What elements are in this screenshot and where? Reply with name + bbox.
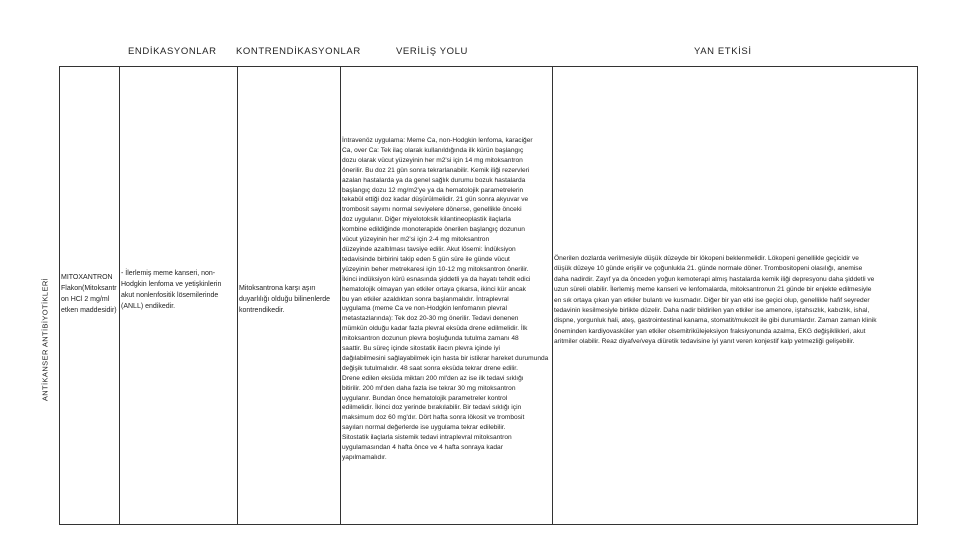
table-right-border <box>917 66 918 525</box>
administration-line: mümkün olduğu kadar fazla plevral eksüda drene edilmelidir. İlk <box>342 325 528 333</box>
column-divider-side-effects <box>552 66 553 525</box>
column-divider-indications <box>119 66 120 525</box>
administration-line: dağılabilmesini sağlayabilmek için hasta bir istikrar hareket durumunda <box>342 354 549 362</box>
administration-line: tekabül ettiği doz kadar düşürülmelidir. 21 gün sonra akyuvar ve <box>342 196 529 204</box>
contraindications-line: Mitoksantrona karşı aşırı <box>239 285 316 292</box>
indications-line: (ANLL) endikedir. <box>121 303 176 311</box>
administration-line: uygulamasından 4 hafta önce ve 4 hafta sonraya kadar <box>342 444 503 452</box>
administration-line: saattir. Bu süreç içinde sitostatik ilacın plevra içinde iyi <box>342 345 500 353</box>
side-effects-line: aritmiler olabilir. Reaz diyafve/veya diüretik tedavisine iyi yanıt veren konjestif kalp yetmezliği gelişebilir. <box>554 338 855 346</box>
table-left-border <box>59 66 60 525</box>
side-effects-line: tedavinin kesilmesiyle birlikte düzelir. Daha nadir bildirilen yan etkiler ise amenore, iştahsızlık, kabızlık, ishal, <box>554 307 870 315</box>
table-bottom-border <box>59 524 918 525</box>
administration-line: Sitostatik ilaçlarla sistemik tedavi intraplevral mitoksantron <box>342 434 512 442</box>
administration-line: azalan hastalarda ya da genel sağlık durumu bozuk hastalarda <box>342 176 526 184</box>
drug-line: on HCl 2 mg/ml <box>61 296 110 304</box>
administration-line: Drene edilen eksüda miktarı 200 ml'den az ise ilk tedavi sıklığı <box>342 374 524 382</box>
administration-line: önerilir. Bu doz 21 gün sonra tekrarlanabilir. Kemik iliği rezervleri <box>342 166 530 174</box>
administration-line: maksimum doz 60 mg'dır. Dört hafta sonra lökosit ve trombosit <box>342 414 525 422</box>
administration-line: dozu olarak vücut yüzeyinin her m2'si için 14 mg mitoksantron <box>342 156 523 164</box>
administration-line: düzeyinde azaltılması tavsiye edilir. Akut lösemi: İndüksiyon <box>342 245 516 253</box>
administration-line: İntravenöz uygulama: Meme Ca, non-Hodgkin lenfoma, karaciğer <box>342 137 533 144</box>
administration-line: sayıları normal değerlerde ise uygulama tekrar edilebilir. <box>342 424 506 432</box>
column-divider-contraindications <box>237 66 238 525</box>
administration-line: edilmelidir. İkinci doz yerinde bırakılabilir. Bir tedavi sıklığı için <box>342 404 522 412</box>
drug-line: MITOXANTRON <box>61 274 113 281</box>
administration-line: doz uygulanır. Diğer miyelotoksik kilantineoplastik ilaçlarla <box>342 216 511 224</box>
administration-line: bu yan etkiler azaldıktan sonra başlanmalıdır. İntraplevral <box>342 295 509 303</box>
administration-line: Ca, over Ca: Tek ilaç olarak kullanıldığında ilk kürün başlangıç <box>342 146 524 154</box>
administration-line: bitirilir. 200 ml'den daha fazla ise tekrar 30 mg mitoksantron <box>342 384 516 392</box>
header-indications: ENDİKASYONLAR <box>128 46 217 57</box>
drug-cell <box>61 272 117 316</box>
indications-line: Hodgkin lenfoma ve yetişkinlerin <box>121 281 222 289</box>
table-top-border <box>59 66 918 67</box>
contraindications-cell <box>239 283 330 316</box>
administration-line: başlangıç dozu 12 mg/m2'ye ya da hematolojik parametrelerin <box>342 186 524 194</box>
header-side-effects: YAN ETKİSİ <box>694 46 752 57</box>
contraindications-line: kontrendikedir. <box>239 307 285 315</box>
side-effects-line: Önerilen dozlarda verilmesiyle düşük düzeyde bir lökopeni beklenmelidir. Lökopeni genellikle geçicidir ve <box>554 255 859 262</box>
drug-line: Flakon(Mitoksantr <box>61 285 117 293</box>
administration-line: hematolojik olmayan yan etkiler ortaya çıkarsa, ikinci kür ancak <box>342 285 526 293</box>
indications-line: - İlerlemiş meme kanseri, non- <box>121 270 216 277</box>
administration-line: değişik tutulmalıdır. 48 saat sonra eksüda tekrar drene edilir. <box>342 364 518 372</box>
column-divider-administration <box>340 66 341 525</box>
indications-cell <box>121 268 221 312</box>
administration-line: tedavisinde birbirini takip eden 5 gün süre ile günde vücut <box>342 255 510 263</box>
side-effects-line: öneminden kardiyovasküler yan etkiler olsemitrikülejeksiyon fraksiyonunda azalma, EKG değişiklikleri, akut <box>554 327 866 335</box>
side-effects-line: en sık ortaya çıkan yan etkiler bulantı ve kusmadır. Diğer bir yan etki ise geçici olup, genellikle hafif seyreder <box>554 296 870 304</box>
drug-line: etken maddesidir) <box>61 307 117 315</box>
contraindications-line: duyarlılığı olduğu bilinenlerde <box>239 296 331 304</box>
side-effects-cell <box>554 254 916 348</box>
side-effects-line: düşük düzeye 10 günde erişilir ve çoğunlukla 21. günde normale döner. Trombositopeni olasılığı, anemise <box>554 265 863 273</box>
administration-line: vücut yüzeyinin her m2'si için 2-4 mg mitoksantron <box>342 236 490 244</box>
indications-line: akut nonlenfositik lösemilerinde <box>121 292 219 300</box>
administration-line: uygulanır. Bundan önce hematolojik parametreler kontrol <box>342 394 508 402</box>
header-contraindications: KONTRENDİKASYONLAR <box>236 46 361 57</box>
header-administration: VERİLİŞ YOLU <box>396 46 468 57</box>
side-effects-line: dispne, yorgunluk hali, ateş, gastrointestinal kanama, stomatit/mukozit ile gibi durumlardır. Zaman zaman klinik <box>554 317 877 325</box>
administration-line: İkinci indüksiyon kürü esnasında şiddetli ya da hayatı tehdit edici <box>342 275 531 283</box>
administration-line: metastazlarında): Tek doz 20-30 mg önerilir. Tedavi denenen <box>342 315 519 323</box>
administration-line: yüzeyinin beher metrekaresi için 10-12 mg mitoksantron önerilir. <box>342 265 529 273</box>
side-effects-line: daha nadirdir. Zayıf ya da önceden yoğun kemoterapi almış hastalarda kemik iliği depresyonu daha şiddetli ve <box>554 275 875 283</box>
administration-line: yapılmamalıdır. <box>342 454 387 461</box>
administration-line: kombine edildiğinde monoterapide önerilen başlangıç dozunun <box>342 226 525 234</box>
section-label: ANTİKANSER ANTİBİYOTİKLERİ <box>40 277 50 402</box>
side-effects-line: uzun süreli olabilir. İlerlemiş meme kanseri ve lenfomalarda, mitoksantronun 21 günde bir enjekte edilmesiyle <box>554 286 872 294</box>
administration-cell <box>342 136 551 463</box>
administration-line: mitoksantron dozunun plevra boşluğunda tutulma zamanı 48 <box>342 335 519 343</box>
administration-line: uygulama (meme Ca ve non-Hodgkin lenfomanın plevral <box>342 305 507 313</box>
administration-line: trombosit sayımı normal seviyelere dönerse, genellikle önceki <box>342 206 522 214</box>
